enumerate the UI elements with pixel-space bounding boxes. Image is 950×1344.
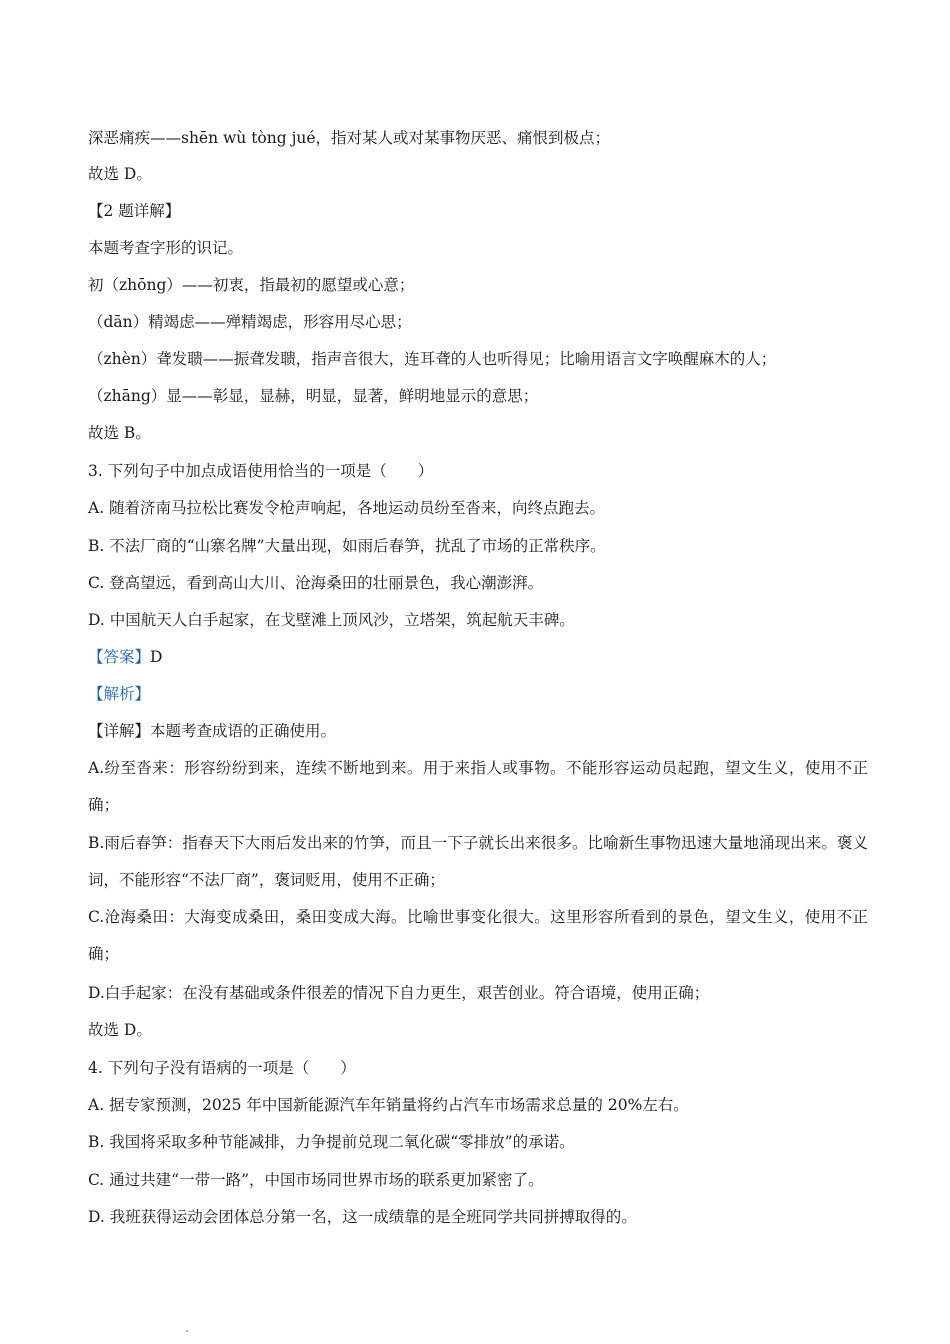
- option-c: C. 登高望远，看到高山大川、沧海桑田的壮丽景色，我心潮澎湃。: [88, 574, 544, 592]
- footer-dot: [186, 1330, 188, 1332]
- analysis-paragraph-b: B.雨后春笋：指春天下大雨后发出来的竹笋，而且一下子就长出来很多。比喻新生事物迅速大量地涌现出来。褒义词，不能形容“不法厂商”，褒词贬用，使用不正确；: [88, 834, 868, 889]
- text-line: （zhèn）聋发聩——振聋发聩，指声音很大，连耳聋的人也听得见；比喻用语言文字唤醒麻木的人；: [88, 350, 777, 368]
- text-line: 故选 D。: [88, 1021, 152, 1039]
- question-4: 4. 下列句子没有语病的一项是（ ）: [88, 1059, 356, 1077]
- text-line: 本题考查字形的识记。: [88, 239, 244, 257]
- analysis-label: 【解析】: [88, 685, 151, 703]
- option-d: D. 中国航天人白手起家，在戈壁滩上顶风沙，立塔架，筑起航天丰碑。: [88, 611, 575, 629]
- answer-label: 【答案】: [88, 648, 151, 666]
- analysis-paragraph-a: A.纷至沓来：形容纷纷到来，连续不断地到来。用于来指人或事物。不能形容运动员起跑，望文生义，使用不正确；: [88, 759, 868, 814]
- analysis-paragraph-d: D.白手起家：在没有基础或条件很差的情况下自力更生，艰苦创业。符合语境，使用正确；: [88, 984, 710, 1002]
- option-a: A. 据专家预测，2025 年中国新能源汽车年销量将约占汽车市场需求总量的 20%左右。: [88, 1096, 689, 1114]
- option-c: C. 通过共建“一带一路”，中国市场同世界市场的联系更加紧密了。: [88, 1171, 544, 1189]
- question-3: 3. 下列句子中加点成语使用恰当的一项是（ ）: [88, 462, 434, 480]
- text-line: 初（zhōng）——初衷，指最初的愿望或心意；: [88, 276, 415, 294]
- text-line: 深恶痛疾——shēn wù tòng jué，指对某人或对某事物厌恶、痛恨到极点；: [88, 129, 611, 147]
- option-b: B. 不法厂商的“山寨名牌”大量出现，如雨后春笋，扰乱了市场的正常秩序。: [88, 537, 606, 555]
- analysis-paragraph-c: C.沧海桑田：大海变成桑田，桑田变成大海。比喻世事变化很大。这里形容所看到的景色，望文生义，使用不正确；: [88, 908, 868, 963]
- text-line: （zhāng）显——彰显，显赫，明显，显著，鲜明地显示的意思；: [88, 387, 539, 405]
- option-d: D. 我班获得运动会团体总分第一名，这一成绩靠的是全班同学共同拼搏取得的。: [88, 1208, 637, 1226]
- option-b: B. 我国将采取多种节能减排，力争提前兑现二氧化碳“零排放”的承诺。: [88, 1133, 575, 1151]
- section-heading: 【2 题详解】: [88, 202, 181, 220]
- answer-line: [88, 646, 868, 668]
- detail-intro: 【详解】本题考查成语的正确使用。: [88, 722, 337, 740]
- text-line: （dān）精竭虑——殚精竭虑，形容用尽心思；: [88, 313, 412, 331]
- text-line: 故选 B。: [88, 424, 151, 442]
- option-a: A. 随着济南马拉松比赛发令枪声响起，各地运动员纷至沓来，向终点跑去。: [88, 499, 606, 517]
- answer-value: D: [150, 648, 163, 666]
- text-line: 故选 D。: [88, 165, 152, 183]
